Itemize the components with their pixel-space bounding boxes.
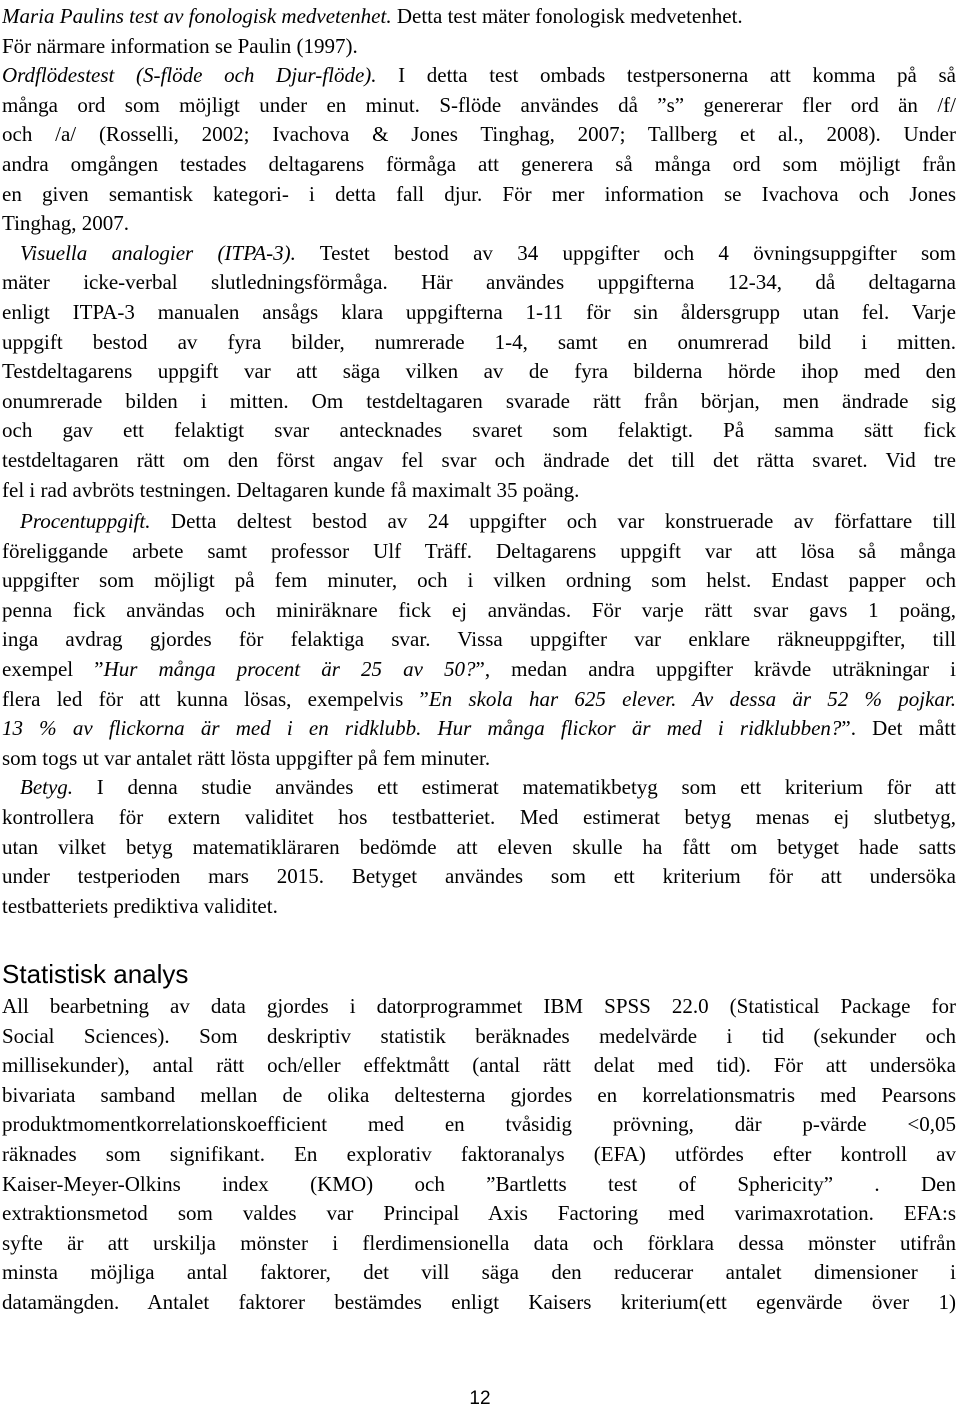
paragraph-block-1 <box>2 2 956 505</box>
line <box>2 416 956 446</box>
line <box>2 357 956 387</box>
run-heading: Ordflödestest (S-flöde och Djur-flöde). <box>2 63 377 88</box>
line <box>2 387 956 417</box>
line: räknades som signifikant. En explorativ faktoranalys (EFA) utfördes efter kontroll av <box>2 1141 956 1166</box>
run-text: penna fick användas och miniräknare fick ej användas. För varje rätt svar gavs 1 poäng, <box>2 597 956 622</box>
run-heading: Maria Paulins test av fonologisk medvetenhet. <box>2 4 392 28</box>
run-text: Tinghag, 2007. <box>2 211 129 236</box>
line <box>2 120 956 150</box>
run-text: I detta test ombads testpersonerna att komma på så <box>376 63 956 88</box>
line: Kaiser-Meyer-Olkins index (KMO) och ”Bartletts test of Sphericity” . Den <box>2 1171 956 1196</box>
run-text: uppgift bestod av fyra bilder, numrerade 1-4, samt en onumrerad bild i mitten. <box>2 329 956 354</box>
run-text: exempel ” <box>2 656 104 681</box>
run-text: flera led för att kunna lösas, exempelvis ” <box>2 686 429 711</box>
line: bivariata samband mellan de olika deltesterna gjordes en korrelationsmatris med Pearsons <box>2 1082 956 1107</box>
run-italic: Hur många procent är 25 av 50? <box>103 656 476 681</box>
line <box>2 298 956 328</box>
run-text: under testperioden mars 2015. Betyget användes som ett kriterium för att undersöka <box>2 864 956 889</box>
run-italic: 13 % av flickorna är med i en ridklubb. Hur många flickor är med i ridklubben? <box>2 716 842 741</box>
run-text: Testdeltagarens uppgift var att säga vilken av de fyra bilderna hörde ihop med den <box>2 359 956 384</box>
line <box>2 32 956 62</box>
run-text: För närmare information se Paulin (1997). <box>2 33 358 58</box>
run-text: många ord som möjligt under en minut. S-flöde användes då ”s” genererar fler ord än /f/ <box>2 92 956 117</box>
paragraph-block-3 <box>2 992 956 1318</box>
line: minsta möjliga antal faktorer, det vill säga den reducerar antalet dimensioner i <box>2 1260 956 1285</box>
line <box>2 446 956 476</box>
run-text: och /a/ (Rosselli, 2002; Ivachova & Jones Tinghag, 2007; Tallberg et al., 2008). Under <box>2 122 956 147</box>
run-text: ”. Det mått <box>841 716 956 741</box>
run-heading: Betyg. <box>20 775 74 800</box>
run-text: testbatteriets prediktiva validitet. <box>2 893 278 918</box>
run-text: kontrollera för extern validitet hos testbatteriet. Med estimerat betyg menas ej slutbetyg, <box>2 804 956 829</box>
line: Social Sciences). Som deskriptiv statistik beräknades medelvärde i tid (sekunder och <box>2 1023 956 1048</box>
run-text: och gav ett felaktigt svar antecknades svaret som felaktigt. På samma sätt fick <box>2 418 956 443</box>
run-text: Detta deltest bestod av 24 uppgifter och var konstruerade av författare till <box>150 509 956 533</box>
line <box>2 744 956 774</box>
run-text: Detta test mäter fonologisk medvetenhet. <box>391 4 743 28</box>
run-text: I denna studie användes ett estimerat matematikbetyg som ett kriterium för att <box>73 775 956 800</box>
line <box>2 180 956 210</box>
line <box>2 625 956 655</box>
run-text: onumrerade bilden i mitten. Om testdeltagaren svarade rätt från början, men ändrade sig <box>2 388 956 413</box>
line <box>2 268 956 298</box>
run-text: Testet bestod av 34 uppgifter och 4 övningsuppgifter som <box>295 240 956 265</box>
run-text: uppgifter som möjligt på fem minuter, och i vilken ordning som helst. Endast papper och <box>2 568 956 593</box>
line <box>2 2 956 32</box>
line <box>2 328 956 358</box>
line <box>2 862 956 892</box>
line <box>2 476 956 506</box>
run-text: testdeltagaren rätt om den först angav fel svar och ändrade det till det rätta svaret. Vid tre <box>2 447 956 472</box>
line <box>2 566 956 596</box>
line <box>2 892 956 922</box>
line <box>2 150 956 180</box>
run-text: mäter icke-verbal slutledningsförmåga. Här användes uppgifterna 12-34, då deltagarna <box>2 270 956 295</box>
line <box>2 537 956 567</box>
run-text: inga avdrag gjordes för felaktiga svar. Vissa uppgifter var enklare räkneuppgifter, till <box>2 627 956 652</box>
run-text: ”, medan andra uppgifter krävde uträkningar i <box>475 656 956 681</box>
run-text: andra omgången testades deltagarens förmåga att generera så många ord som möjligt från <box>2 151 956 176</box>
line: datamängden. Antalet faktorer bestämdes enligt Kaisers kriterium(ett egenvärde över 1) <box>2 1289 956 1314</box>
run-heading: Procentuppgift. <box>20 509 151 533</box>
page-number: 12 <box>469 1388 491 1409</box>
line <box>2 507 956 537</box>
line <box>2 596 956 626</box>
line: syfte är att urskilja mönster i flerdimensionella data och förklara dessa mönster utifrån <box>2 1230 956 1255</box>
line <box>2 685 956 715</box>
run-text: som togs ut var antalet rätt lösta uppgifter på fem minuter. <box>2 745 491 770</box>
line: produktmomentkorrelationskoefficient med en tvåsidig prövning, där p-värde <0,05 <box>2 1112 956 1137</box>
run-text: enligt ITPA-3 manualen ansågs klara uppgifterna 1-11 för sin åldersgrupp utan fel. Varje <box>2 299 956 324</box>
run-text: en given semantisk kategori- i detta fall djur. För mer information se Ivachova och Jones <box>2 181 956 206</box>
run-text: utan vilket betyg matematikläraren bedömde att eleven skulle ha fått om betyget hade satts <box>2 834 956 859</box>
run-text: föreliggande arbete samt professor Ulf Träff. Deltagarens uppgift var att lösa så många <box>2 538 956 563</box>
line <box>2 803 956 833</box>
run-heading: Visuella analogier (ITPA-3). <box>20 240 296 265</box>
run-italic: En skola har 625 elever. Av dessa är 52 % pojkar. <box>428 686 956 711</box>
line <box>2 239 956 269</box>
line <box>2 833 956 863</box>
line <box>2 91 956 121</box>
line: All bearbetning av data gjordes i datorprogrammet IBM SPSS 22.0 (Statistical Package for <box>2 994 956 1018</box>
run-text: fel i rad avbröts testningen. Deltagaren kunde få maximalt 35 poäng. <box>2 477 580 502</box>
line <box>2 655 956 685</box>
section-heading: Statistisk analys <box>2 959 189 989</box>
line <box>2 61 956 91</box>
line <box>2 209 956 239</box>
line: millisekunder), antal rätt och/eller effektmått (antal rätt delat med tid). För att undersöka <box>2 1053 956 1078</box>
line <box>2 773 956 803</box>
paragraph-block-2 <box>2 507 956 921</box>
line <box>2 714 956 744</box>
line: extraktionsmetod som valdes var Principal Axis Factoring med varimaxrotation. EFA:s <box>2 1201 956 1226</box>
